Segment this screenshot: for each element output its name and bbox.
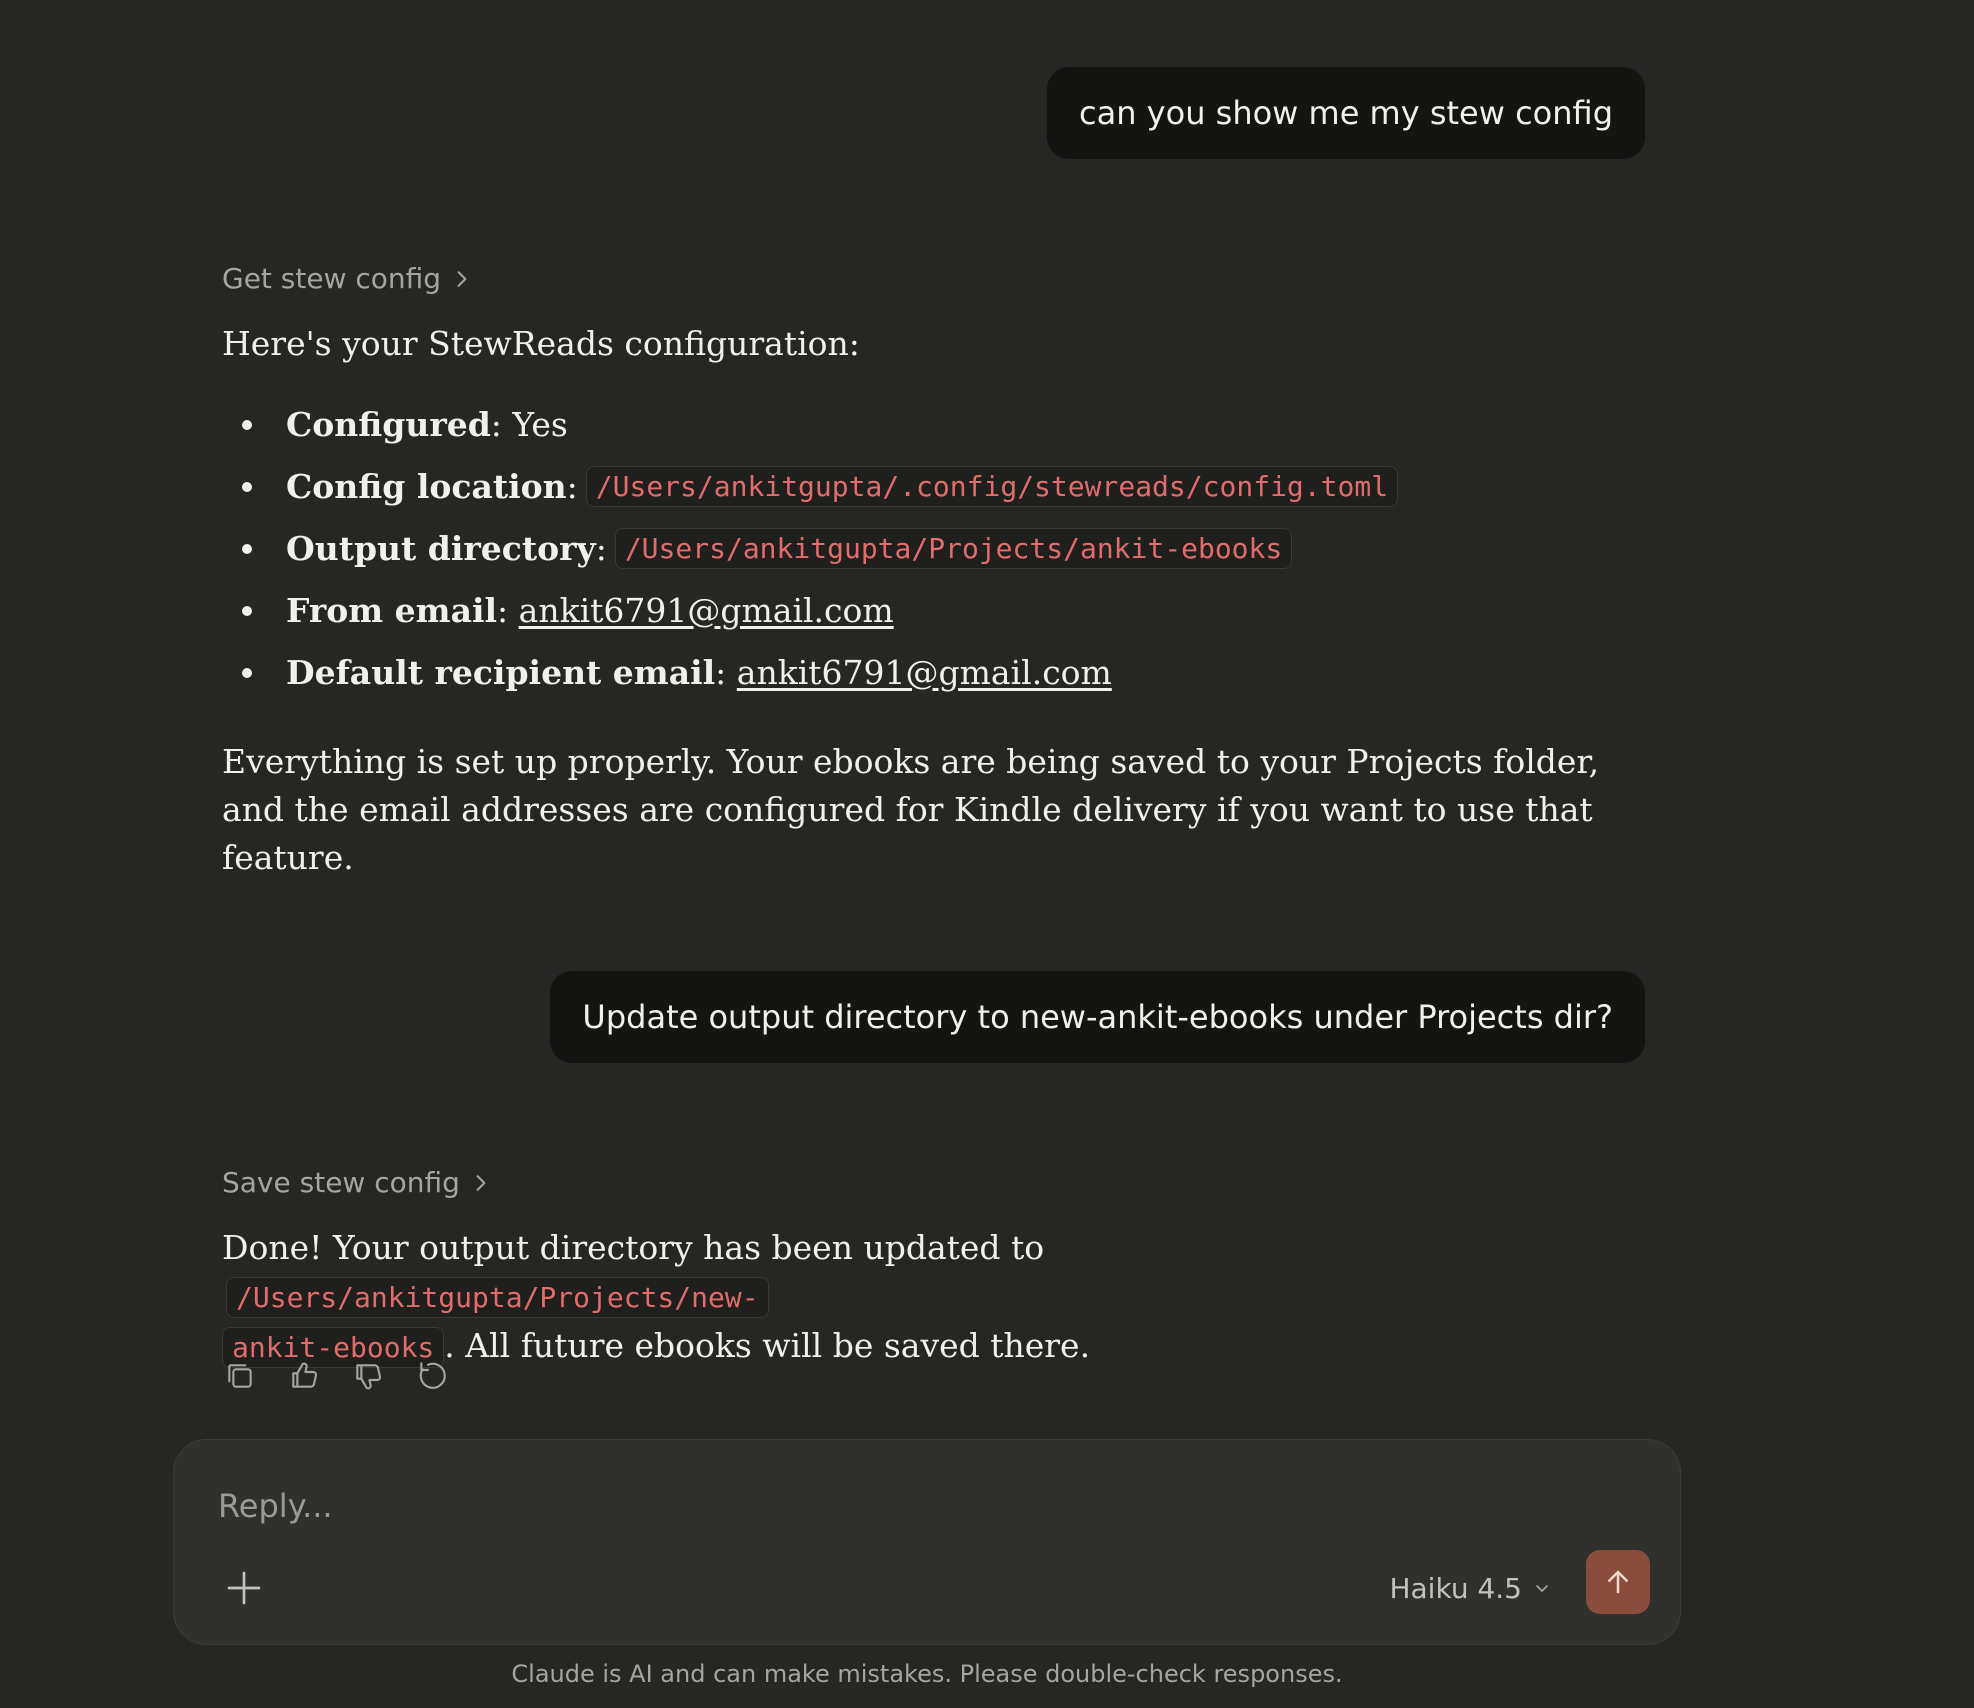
tool-call-label: Get stew config [222,262,442,295]
tool-call-label: Save stew config [222,1166,460,1199]
tool-call-save-stew-config[interactable] [222,1166,490,1199]
chevron-down-icon [1534,1580,1550,1596]
assistant-summary: Everything is set up properly. Your ebooks are being saved to your Projects folder, and the email addresses are configured for Kindle delivery if you want to use that feature. [222,742,1600,877]
thumbs-down-button[interactable] [350,1358,386,1394]
chevron-right-icon [472,1174,490,1192]
item-label: Output directory [286,528,596,568]
thumbs-up-icon [288,1360,320,1392]
message-actions [222,1358,450,1394]
thumbs-up-button[interactable] [286,1358,322,1394]
composer [173,1439,1681,1645]
user-message-2: Update output directory to new-ankit-ebooks under Projects dir? [550,971,1645,1063]
config-path-code: /Users/ankitgupta/.config/stewreads/config.toml [586,466,1398,507]
list-item-configured: Configured : Yes [222,393,1398,455]
tool-call-get-stew-config[interactable] [222,262,471,295]
plus-icon [224,1568,264,1608]
item-value: Yes [512,404,568,444]
retry-icon [416,1360,448,1392]
new-path-code-part1: /Users/ankitgupta/Projects/new- [226,1277,769,1318]
done-prefix: Done! Your output directory has been updated to [222,1228,1045,1267]
output-dir-code: /Users/ankitgupta/Projects/ankit-ebooks [615,528,1292,569]
item-label: Config location [286,466,567,506]
copy-button[interactable] [222,1358,258,1394]
list-item-from-email: From email : ankit6791@gmail.com [222,579,1398,641]
model-selector[interactable] [1389,1568,1550,1608]
config-list [222,393,1398,703]
assistant-intro: Here's your StewReads configuration: [222,324,860,363]
new-path-code-part2: ankit-ebooks [222,1327,444,1368]
list-item-recipient-email: Default recipient email : ankit6791@gmail.com [222,641,1398,703]
item-label: From email [286,590,498,630]
item-label: Default recipient email [286,652,716,692]
done-suffix: . All future ebooks will be saved there. [444,1326,1091,1365]
retry-button[interactable] [414,1358,450,1394]
user-message-1: can you show me my stew config [1047,67,1645,159]
send-button[interactable] [1586,1550,1650,1614]
arrow-up-icon [1603,1567,1633,1597]
chevron-right-icon [453,270,471,288]
copy-icon [224,1360,256,1392]
recipient-email-link[interactable]: ankit6791@gmail.com [736,652,1112,692]
list-item-output-directory: Output directory : /Users/ankitgupta/Projects/ankit-ebooks [222,517,1398,579]
item-label: Configured [286,404,491,444]
disclaimer-text: Claude is AI and can make mistakes. Please double-check responses. [511,1660,1343,1688]
reply-input[interactable] [216,1480,1520,1532]
thumbs-down-icon [352,1360,384,1392]
from-email-link[interactable]: ankit6791@gmail.com [518,590,894,630]
list-item-config-location: Config location : /Users/ankitgupta/.config/stewreads/config.toml [222,455,1398,517]
model-name: Haiku 4.5 [1389,1571,1522,1605]
add-attachment-button[interactable] [224,1568,264,1608]
assistant-done-message [222,1224,1522,1372]
